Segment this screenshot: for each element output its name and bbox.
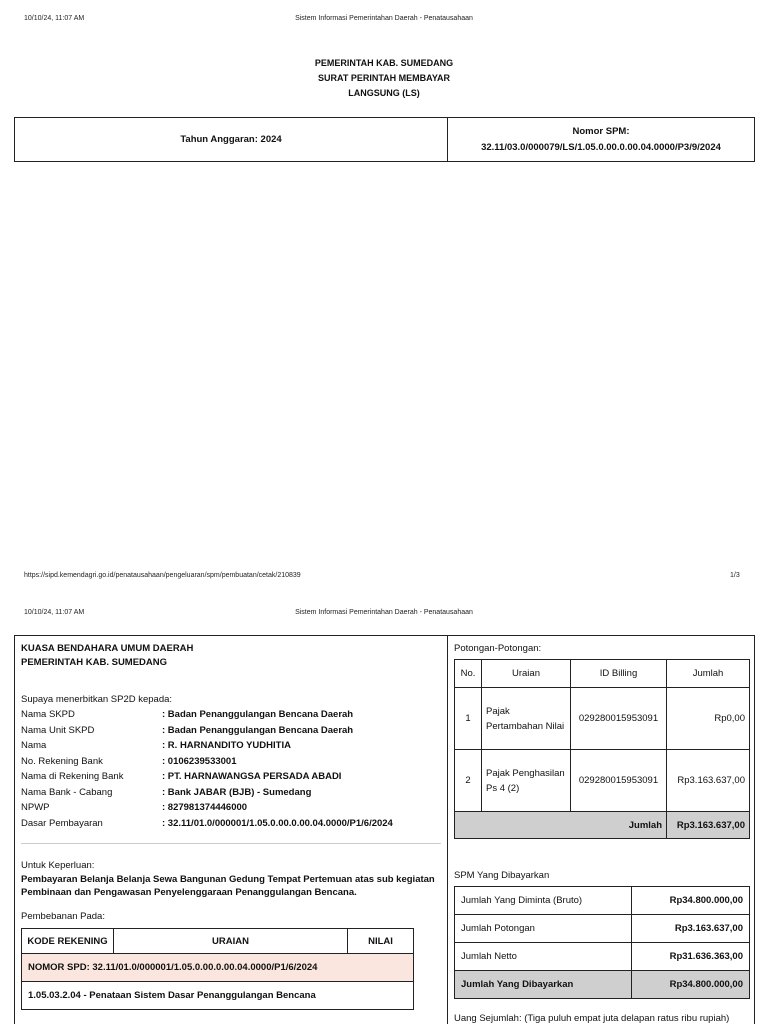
nomor-spd: NOMOR SPD: 32.11/01.0/000001/1.05.0.00.0.00.04.0000/P1/6/2024 <box>22 954 414 982</box>
potongan-label: Potongan-Potongan: <box>454 643 542 654</box>
table-row <box>455 887 750 915</box>
spm-total-label: Jumlah Yang Dibayarkan <box>455 971 632 999</box>
field-key: Dasar Pembayaran <box>21 817 103 829</box>
col-uraian: Uraian <box>482 660 571 688</box>
recipient-fields <box>21 707 441 831</box>
kegiatan: 1.05.03.2.04 - Penataan Sistem Dasar Penanggulangan Bencana <box>22 982 414 1010</box>
col-id-billing: ID Billing <box>571 660 667 688</box>
kuasa-bud <box>21 642 441 670</box>
row-no: 1 <box>455 688 482 750</box>
kuasa-line: PEMERINTAH KAB. SUMEDANG <box>21 657 168 668</box>
nomor-spm-value: 32.11/03.0/000079/LS/1.05.0.00.0.00.04.0000/P3/9/2024 <box>481 141 721 153</box>
title-line: PEMERINTAH KAB. SUMEDANG <box>314 58 454 68</box>
col-kode: KODE REKENING <box>22 929 114 954</box>
nomor-spm <box>448 118 754 161</box>
field-value: : 32.11/01.0/000001/1.05.0.00.0.00.04.0000/P1/6/2024 <box>162 817 393 829</box>
spm-detail-frame <box>14 635 755 1024</box>
field-value: : Badan Penanggulangan Bencana Daerah <box>162 724 354 736</box>
spm-label: SPM Yang Dibayarkan <box>454 870 550 881</box>
row-id-billing: 029280015953091 <box>571 688 667 750</box>
field-value: : Bank JABAR (BJB) - Sumedang <box>162 786 312 798</box>
page-number: 1/3 <box>730 572 740 579</box>
field-row <box>21 707 441 723</box>
field-value: : R. HARNANDITO YUDHITIA <box>162 740 291 751</box>
spm-total-value: Rp34.800.000,00 <box>632 971 750 999</box>
spm-info-box <box>14 117 755 162</box>
spm-key: Jumlah Netto <box>455 943 632 971</box>
document-title <box>0 56 768 101</box>
field-row <box>21 769 441 785</box>
table-row <box>455 943 750 971</box>
nomor-spm-label: Nomor SPM: <box>572 125 630 137</box>
row-uraian: Pajak Penghasilan Ps 4 (2) <box>482 750 571 812</box>
col-no: No. <box>455 660 482 688</box>
field-value: : Badan Penanggulangan Bencana Daerah <box>162 709 354 720</box>
print-app-title: Sistem Informasi Pemerintahan Daerah - Penatausahaan <box>295 15 473 22</box>
row-id-billing: 029280015953091 <box>571 750 667 812</box>
spm-table <box>454 886 750 999</box>
print-timestamp-2: 10/10/24, 11:07 AM <box>24 609 85 616</box>
print-app-title-2: Sistem Informasi Pemerintahan Daerah - Penatausahaan <box>295 609 473 616</box>
potongan-total-row <box>455 812 750 839</box>
kode-rekening-table <box>21 928 414 1010</box>
untuk-text: Pembayaran Belanja Belanja Sewa Bangunan Gedung Tempat Pertemuan atas sub kegiatan Pembinaan dan Pengawasan Penyelenggaraan Penanggulangan Bencana. <box>21 874 435 898</box>
table-row <box>455 750 750 812</box>
spm-value: Rp34.800.000,00 <box>632 887 750 915</box>
total-value: Rp3.163.637,00 <box>667 812 750 839</box>
spm-value: Rp31.636.363,00 <box>632 943 750 971</box>
table-row <box>455 915 750 943</box>
left-column <box>15 636 448 1024</box>
potongan-table <box>454 659 750 839</box>
divider <box>21 843 441 844</box>
field-key: Nama SKPD <box>21 709 75 720</box>
spm-key: Jumlah Potongan <box>455 915 632 943</box>
field-row <box>21 785 441 801</box>
field-key: Nama <box>21 740 47 751</box>
spm-value: Rp3.163.637,00 <box>632 915 750 943</box>
print-url: https://sipd.kemendagri.go.id/penatausahaan/pengeluaran/spm/pembuatan/cetak/210839 <box>24 572 301 579</box>
spm-total-row <box>455 971 750 999</box>
table-row <box>455 688 750 750</box>
field-row <box>21 738 441 754</box>
field-key: No. Rekening Bank <box>21 755 103 767</box>
untuk-label: Untuk Keperluan: <box>21 860 95 871</box>
spm-key: Jumlah Yang Diminta (Bruto) <box>455 887 632 915</box>
table-row <box>22 954 414 982</box>
field-value: : 827981374446000 <box>162 802 248 813</box>
col-jumlah: Jumlah <box>667 660 750 688</box>
field-key: Nama Bank - Cabang <box>21 786 113 798</box>
row-uraian: Pajak Pertambahan Nilai <box>482 688 571 750</box>
title-line: LANGSUNG (LS) <box>348 88 420 98</box>
field-key: Nama di Rekening Bank <box>21 771 124 782</box>
col-nilai: NILAI <box>348 929 414 954</box>
kuasa-line: KUASA BENDAHARA UMUM DAERAH <box>21 643 194 654</box>
field-key: NPWP <box>21 802 50 813</box>
pembebanan-label: Pembebanan Pada: <box>21 911 105 922</box>
row-no: 2 <box>455 750 482 812</box>
table-row <box>22 982 414 1010</box>
title-line: SURAT PERINTAH MEMBAYAR <box>317 73 450 83</box>
total-label: Jumlah <box>455 812 667 839</box>
field-row <box>21 800 441 816</box>
uang-sejumlah: Uang Sejumlah: (Tiga puluh empat juta delapan ratus ribu rupiah) <box>454 1013 730 1024</box>
field-value: : 0106239533001 <box>162 755 237 767</box>
supaya-text: Supaya menerbitkan SP2D kepada: <box>21 694 173 705</box>
field-key: Nama Unit SKPD <box>21 724 95 736</box>
row-jumlah: Rp0,00 <box>667 688 750 750</box>
print-timestamp: 10/10/24, 11:07 AM <box>24 15 85 22</box>
field-value: : PT. HARNAWANGSA PERSADA ABADI <box>162 771 342 782</box>
row-jumlah: Rp3.163.637,00 <box>667 750 750 812</box>
field-row <box>21 816 441 832</box>
right-column <box>448 636 754 1024</box>
field-row <box>21 754 441 770</box>
col-uraian: URAIAN <box>114 929 348 954</box>
field-row <box>21 723 441 739</box>
tahun-anggaran: Tahun Anggaran: 2024 <box>15 118 448 161</box>
